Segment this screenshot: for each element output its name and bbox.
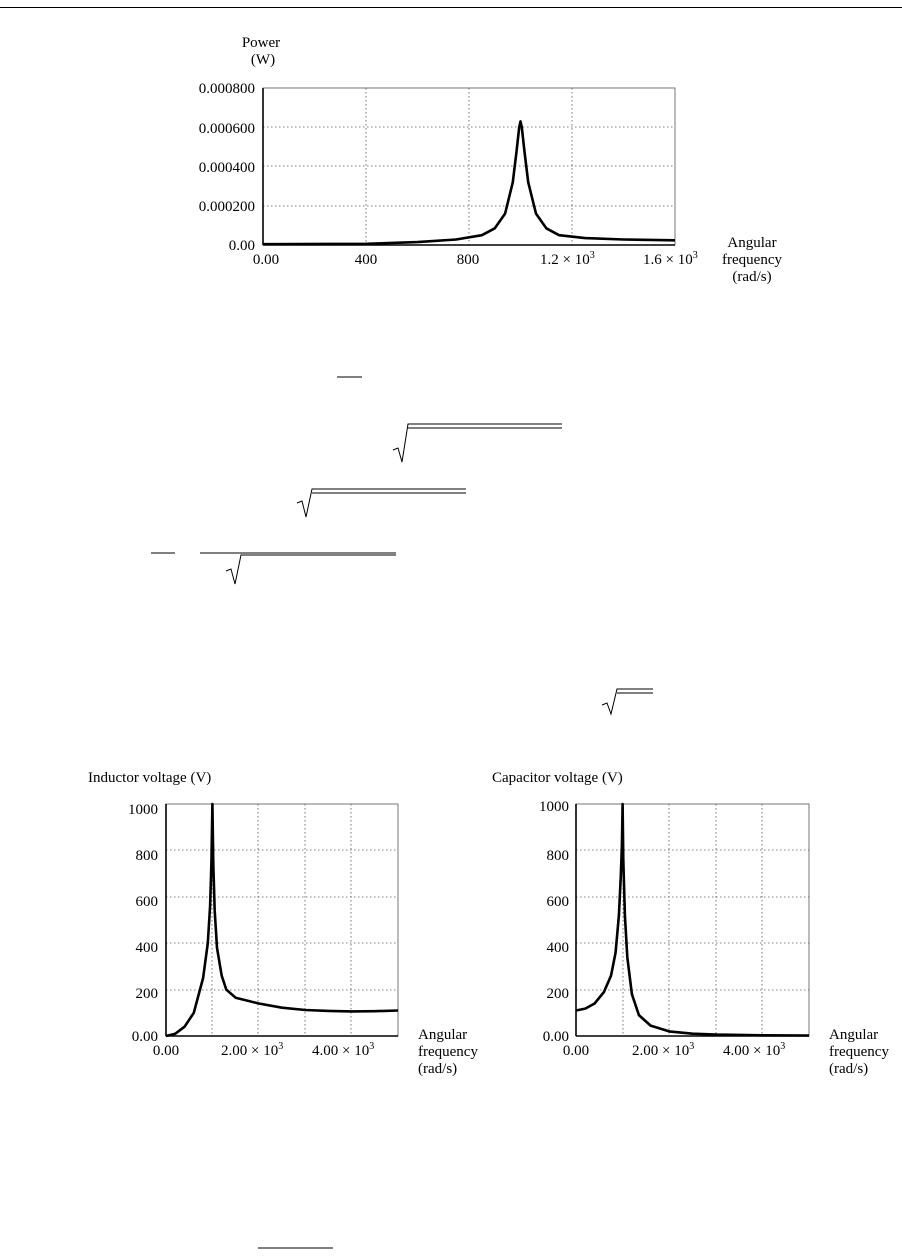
power-ytick-label: 0.000800 [198, 81, 255, 97]
inductor-chart-title: Inductor voltage (V) [88, 770, 212, 786]
power-xtick-label-sci [540, 250, 595, 268]
inductor-xtick-exponent: 3 [278, 1041, 284, 1052]
inductor-xtick-label-sci [312, 1041, 374, 1059]
sqrt-sign [226, 555, 396, 584]
inductor-xlabel-line1: Angular [418, 1027, 468, 1043]
power-xtick-label: 800 [456, 252, 480, 268]
inductor-xtick-label: 0.00 [152, 1043, 180, 1059]
power-ytick-label: 0.000200 [198, 199, 255, 215]
equation-fragments [0, 340, 902, 720]
inductor-ytick-label: 0.00 [131, 1029, 158, 1045]
power-xtick-mantissa: 1.6 × 10 [643, 252, 693, 268]
sqrt-sign [393, 424, 562, 462]
power-xlabel-line1: Angular [727, 235, 777, 251]
inductor-ytick-label: 400 [135, 940, 158, 956]
inductor-xlabel-line3: (rad/s) [418, 1061, 458, 1077]
power-series-line [263, 121, 675, 244]
capacitor-ytick-label: 400 [546, 940, 569, 956]
inductor-xtick-label-sci [221, 1041, 283, 1059]
capacitor-voltage-chart [450, 760, 902, 1100]
capacitor-xtick-label-sci [723, 1041, 785, 1059]
inductor-plot-frame [166, 804, 398, 1036]
power-ytick-label: 0.000600 [198, 121, 255, 137]
power-ytick-label: 0.000400 [198, 160, 255, 176]
power-xtick-label-sci [643, 250, 698, 268]
inductor-ytick-label: 200 [135, 986, 158, 1002]
power-xlabel-line2: frequency [722, 252, 782, 268]
capacitor-ytick-label: 800 [546, 848, 569, 864]
inductor-ytick-label: 1000 [128, 802, 158, 818]
capacitor-xlabel-line2: frequency [829, 1044, 889, 1060]
power-ylabel-line2: (W) [250, 52, 276, 68]
power-xtick-exponent: 3 [692, 250, 698, 261]
capacitor-chart-title: Capacitor voltage (V) [492, 770, 623, 786]
capacitor-voltage-series-line [576, 804, 809, 1036]
inductor-xtick-mantissa: 4.00 × 10 [312, 1043, 370, 1059]
capacitor-ytick-label: 600 [546, 894, 569, 910]
capacitor-xlabel-line1: Angular [829, 1027, 879, 1043]
power-ytick-label: 0.00 [228, 238, 255, 254]
power-xtick-label: 400 [354, 252, 378, 268]
capacitor-ytick-label: 0.00 [542, 1029, 569, 1045]
power-xlabel-line3: (rad/s) [732, 269, 772, 285]
power-xtick-exponent: 3 [589, 250, 595, 261]
power-xtick-label: 0.00 [252, 252, 280, 268]
power-chart [0, 0, 902, 300]
inductor-xtick-exponent: 3 [369, 1041, 375, 1052]
capacitor-ytick-label: 200 [546, 986, 569, 1002]
inductor-voltage-series-line [166, 804, 398, 1036]
inductor-voltage-chart [0, 760, 478, 1100]
capacitor-xtick-mantissa: 4.00 × 10 [723, 1043, 781, 1059]
capacitor-xtick-label: 0.00 [562, 1043, 590, 1059]
bottom-equation-fragment [0, 1240, 902, 1260]
inductor-xtick-mantissa: 2.00 × 10 [221, 1043, 279, 1059]
power-ylabel-line1: Power [241, 35, 281, 51]
inductor-ytick-label: 800 [135, 848, 158, 864]
capacitor-xtick-exponent: 3 [780, 1041, 786, 1052]
capacitor-ytick-label: 1000 [539, 799, 569, 815]
capacitor-xtick-mantissa: 2.00 × 10 [632, 1043, 690, 1059]
capacitor-xtick-label-sci [632, 1041, 694, 1059]
capacitor-plot-frame [576, 804, 809, 1036]
power-xtick-mantissa: 1.2 × 10 [540, 252, 590, 268]
capacitor-xtick-exponent: 3 [689, 1041, 695, 1052]
inductor-xlabel-line2: frequency [418, 1044, 478, 1060]
capacitor-xlabel-line3: (rad/s) [829, 1061, 869, 1077]
inductor-ytick-label: 600 [135, 894, 158, 910]
